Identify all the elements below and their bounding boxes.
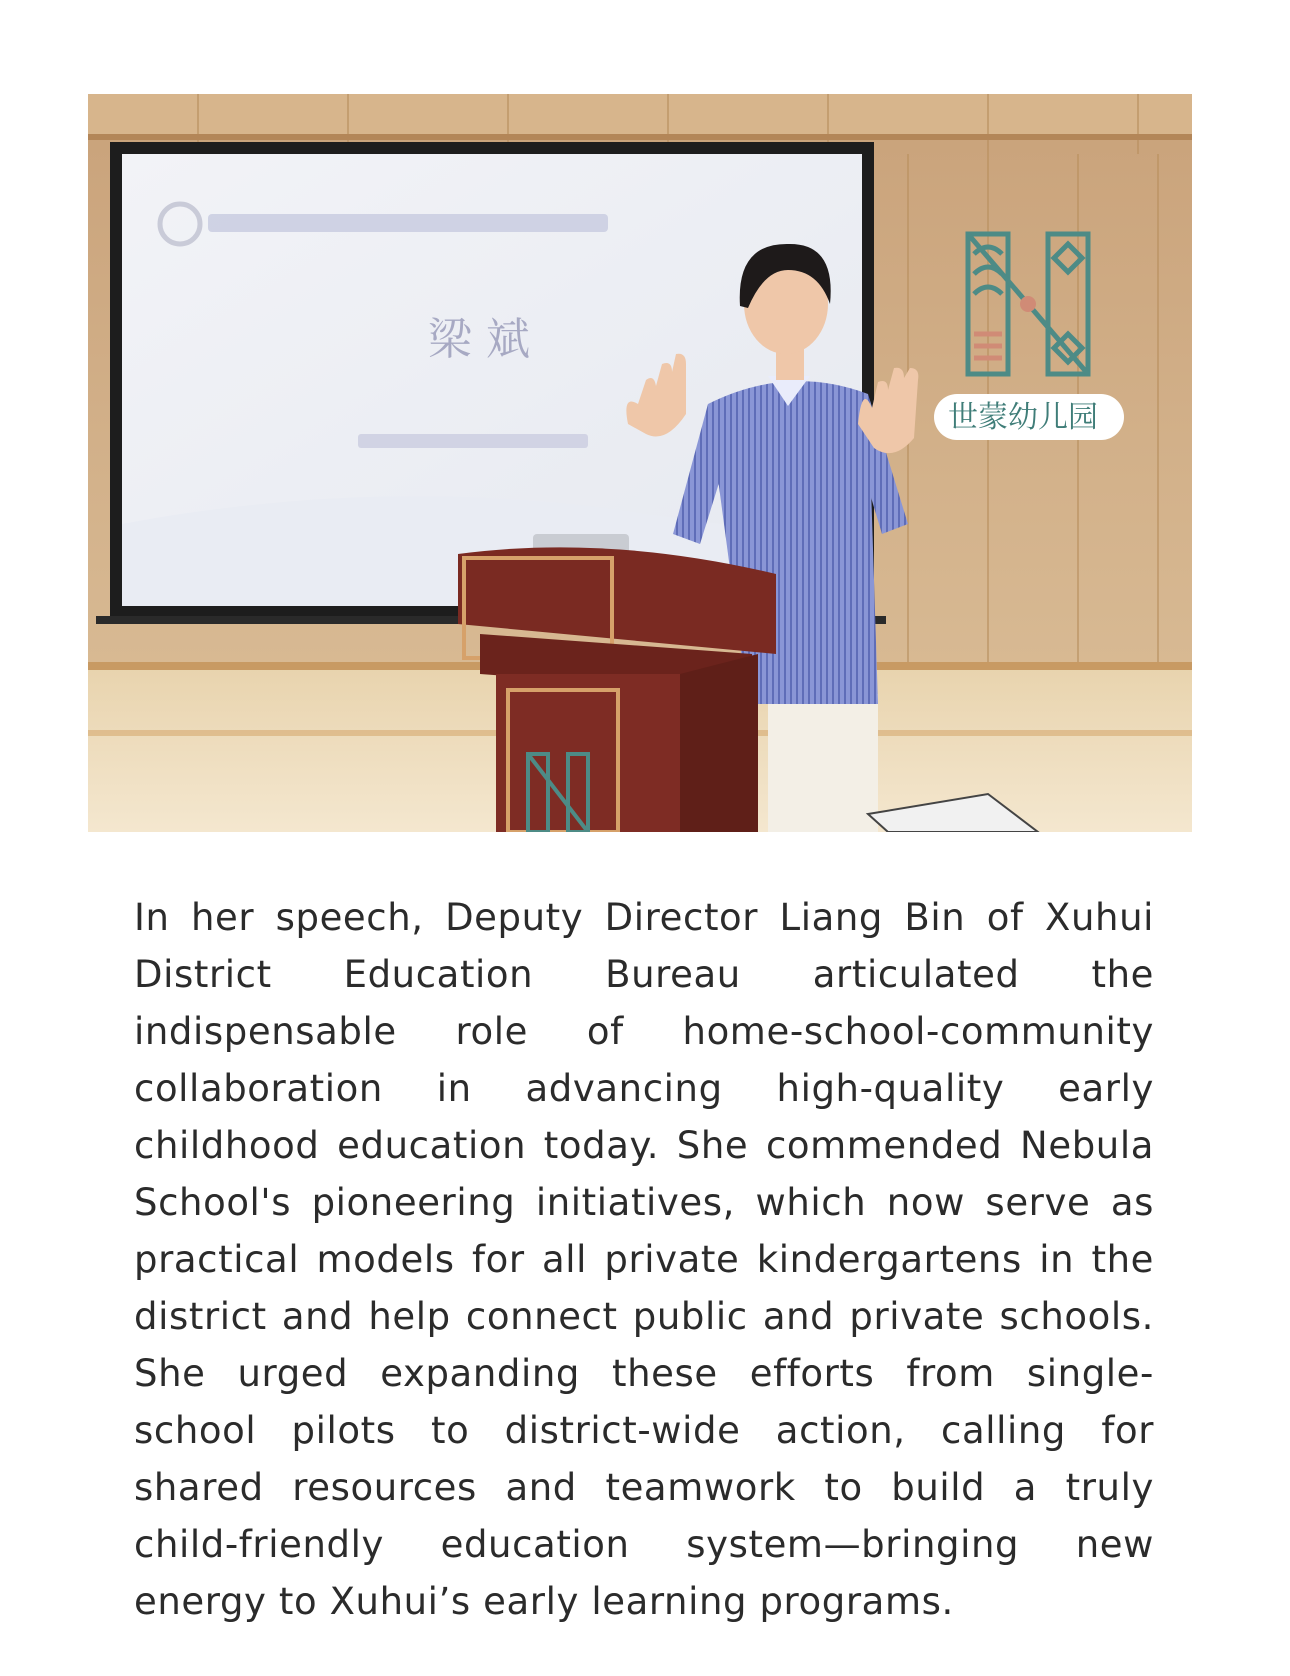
podium <box>458 547 776 832</box>
article-photo <box>88 94 1192 832</box>
kindergarten-sign-text: 世蒙幼儿园 <box>948 400 1098 435</box>
screen-title-text: 梁 斌 <box>428 314 530 365</box>
article-paragraph: In her speech, Deputy Director Liang Bin of Xuhui District Education Bureau articulated the indispensable role of home-school-community collaboration in advancing high-quality early childhood education today. She commended Nebula School's pioneering initiatives, which now serve as practical models for all private kindergartens in the district and help connect public and private schools. She urged expanding these efforts from single-school pilots to district-wide action, calling for shared resources and teamwork to build a truly child-friendly education system—bringing new energy to Xuhui’s early learning programs. <box>134 896 1154 1623</box>
kindergarten-sign <box>934 394 1124 440</box>
